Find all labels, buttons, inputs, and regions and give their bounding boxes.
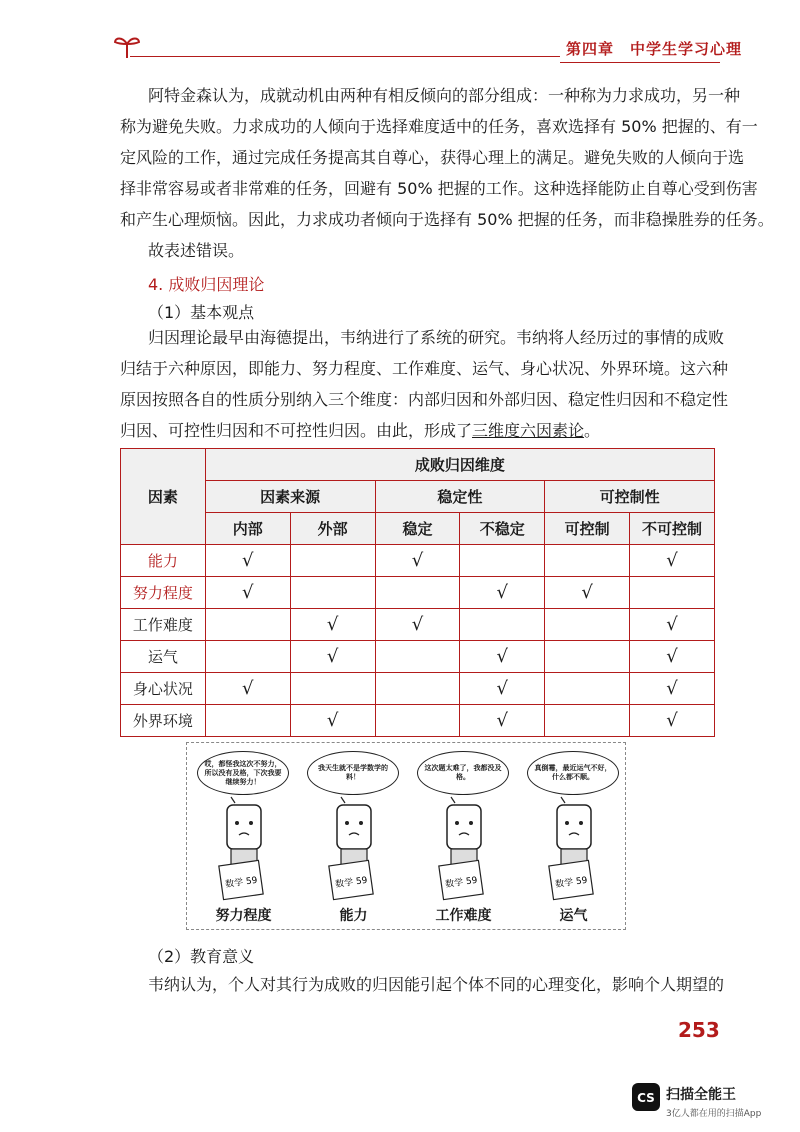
table-cell bbox=[460, 545, 545, 577]
check-mark: √ bbox=[666, 678, 678, 699]
cartoon-panel bbox=[411, 743, 516, 929]
sub-header: 稳定 bbox=[375, 513, 460, 545]
table-row bbox=[121, 705, 715, 737]
character-icon bbox=[521, 793, 626, 913]
table-cell bbox=[205, 609, 290, 641]
check-mark: √ bbox=[666, 710, 678, 731]
table-cell bbox=[290, 705, 375, 737]
factor-name: 能力 bbox=[121, 545, 206, 577]
check-mark: √ bbox=[411, 614, 424, 635]
table-cell bbox=[460, 673, 545, 705]
table-corner: 因素 bbox=[121, 449, 206, 545]
table-cell bbox=[290, 545, 375, 577]
sub-header: 外部 bbox=[290, 513, 375, 545]
cartoon-panel bbox=[521, 743, 626, 929]
intro-line: 和产生心理烦恼。因此，力求成功者倾向于选择有 50% 把握的任务，而非稳操胜券的任务。 bbox=[120, 210, 774, 229]
table-cell bbox=[545, 545, 630, 577]
check-mark: √ bbox=[666, 646, 678, 667]
group-header: 可控制性 bbox=[545, 481, 715, 513]
closing-line: 韦纳认为，个人对其行为成败的归因能引起个体不同的心理变化，影响个人期望的 bbox=[148, 975, 725, 994]
table-row bbox=[121, 609, 715, 641]
table-row bbox=[121, 641, 715, 673]
three-dimension-six-factor-theory: 三维度六因素论 bbox=[472, 421, 585, 440]
cartoon-label: 运气 bbox=[559, 908, 588, 924]
section-heading: 4. 成败归因理论 bbox=[148, 275, 265, 294]
intro-line: 定风险的工作，通过完成任务提高其自尊心，获得心理上的满足。避免失败的人倾向于选 bbox=[120, 148, 745, 167]
table-cell bbox=[545, 705, 630, 737]
table-cell bbox=[375, 705, 460, 737]
check-mark: √ bbox=[581, 582, 593, 603]
cartoon-panel bbox=[191, 743, 296, 929]
sub-header: 可控制 bbox=[545, 513, 630, 545]
header-rule-right bbox=[560, 62, 720, 63]
attribution-last-prefix: 归因、可控性归因和不可控性归因。由此，形成了 bbox=[120, 421, 473, 440]
check-mark: √ bbox=[242, 678, 254, 699]
character-icon bbox=[411, 793, 516, 913]
cartoon-label: 工作难度 bbox=[435, 908, 492, 924]
table-cell bbox=[290, 641, 375, 673]
table-cell bbox=[545, 577, 630, 609]
watermark-tagline: 3亿人都在用的扫描App bbox=[666, 1109, 762, 1119]
check-mark: √ bbox=[242, 582, 254, 603]
table-cell bbox=[545, 673, 630, 705]
intro-line: 阿特金森认为，成就动机由两种有相反倾向的部分组成：一种称为力求成功，另一种 bbox=[148, 86, 741, 105]
attribution-table bbox=[120, 448, 715, 737]
page-number: 253 bbox=[678, 1018, 720, 1042]
cartoon-panel bbox=[301, 743, 406, 929]
table-cell bbox=[460, 705, 545, 737]
table-cell bbox=[375, 609, 460, 641]
sub-header: 不稳定 bbox=[460, 513, 545, 545]
table-cell bbox=[205, 545, 290, 577]
sub-header: 不可控制 bbox=[630, 513, 715, 545]
table-cell bbox=[630, 545, 715, 577]
table-row bbox=[121, 545, 715, 577]
check-mark: √ bbox=[411, 550, 424, 571]
attribution-paragraph bbox=[120, 322, 729, 446]
attribution-line: 归因理论最早由海德提出，韦纳进行了系统的研究。韦纳将人经历过的事情的成败 bbox=[148, 328, 725, 347]
table-cell bbox=[630, 577, 715, 609]
header-rule bbox=[130, 56, 560, 57]
table-cell bbox=[290, 609, 375, 641]
table-super-header: 成败归因维度 bbox=[205, 449, 714, 481]
check-mark: √ bbox=[326, 646, 339, 667]
attribution-line: 归结于六种原因，即能力、努力程度、工作难度、运气、身心状况、外界环境。这六种 bbox=[120, 359, 729, 378]
check-mark: √ bbox=[666, 550, 678, 571]
table-cell bbox=[290, 673, 375, 705]
sub-header: 内部 bbox=[205, 513, 290, 545]
table-cell bbox=[545, 609, 630, 641]
table-cell bbox=[375, 577, 460, 609]
table-cell bbox=[375, 545, 460, 577]
table-body bbox=[121, 545, 715, 737]
speech-bubble: 真倒霉，最近运气不好，什么都不顺。 bbox=[527, 751, 619, 795]
attribution-last-suffix: 。 bbox=[584, 421, 601, 440]
table-cell bbox=[460, 577, 545, 609]
table-cell bbox=[205, 673, 290, 705]
speech-bubble: 这次题太难了，我都没及格。 bbox=[417, 751, 509, 795]
speech-bubble: 我天生就不是学数学的料！ bbox=[307, 751, 399, 795]
test-paper-score: 数学 59 bbox=[554, 875, 589, 891]
cartoon-label: 努力程度 bbox=[215, 908, 272, 924]
cartoon-strip bbox=[186, 742, 626, 930]
chapter-title: 第四章 中学生学习心理 bbox=[566, 40, 743, 58]
table-cell bbox=[630, 609, 715, 641]
check-mark: √ bbox=[666, 614, 678, 635]
subsection-education: （2）教育意义 bbox=[148, 947, 255, 966]
table-cell bbox=[630, 673, 715, 705]
table-cell bbox=[375, 641, 460, 673]
check-mark: √ bbox=[326, 614, 339, 635]
check-mark: √ bbox=[496, 646, 509, 667]
factor-name: 运气 bbox=[121, 641, 206, 673]
check-mark: √ bbox=[496, 582, 509, 603]
factor-name: 工作难度 bbox=[121, 609, 206, 641]
watermark-name: 扫描全能王 bbox=[666, 1087, 736, 1103]
character-icon bbox=[191, 793, 296, 913]
intro-line: 称为避免失败。力求成功的人倾向于选择难度适中的任务，喜欢选择有 50% 把握的、有一 bbox=[120, 117, 758, 136]
character-icon bbox=[301, 793, 406, 913]
table-row bbox=[121, 673, 715, 705]
test-paper-score: 数学 59 bbox=[224, 875, 259, 891]
check-mark: √ bbox=[496, 678, 509, 699]
check-mark: √ bbox=[326, 710, 339, 731]
table-cell bbox=[205, 577, 290, 609]
factor-name: 努力程度 bbox=[121, 577, 206, 609]
group-header: 因素来源 bbox=[205, 481, 375, 513]
attribution-line: 原因按照各自的性质分别纳入三个维度：内部归因和外部归因、稳定性归因和不稳定性 bbox=[120, 390, 729, 409]
speech-bubble: 哎，都怪我这次不努力，所以没有及格，下次我要继续努力！ bbox=[197, 751, 289, 795]
table-cell bbox=[460, 609, 545, 641]
table-cell bbox=[545, 641, 630, 673]
intro-paragraph bbox=[120, 80, 774, 266]
table-cell bbox=[205, 641, 290, 673]
check-mark: √ bbox=[496, 710, 509, 731]
intro-conclusion: 故表述错误。 bbox=[148, 241, 245, 260]
camscanner-logo-icon bbox=[632, 1083, 660, 1111]
test-paper-score: 数学 59 bbox=[444, 875, 479, 891]
logo-badge: CS bbox=[637, 1091, 655, 1105]
table-cell bbox=[460, 641, 545, 673]
check-mark: √ bbox=[242, 550, 254, 571]
group-header: 稳定性 bbox=[375, 481, 545, 513]
intro-line: 择非常容易或者非常难的任务，回避有 50% 把握的工作。这种选择能防止自尊心受到伤害 bbox=[120, 179, 758, 198]
subsection-basic-view: （1）基本观点 bbox=[148, 303, 255, 322]
cartoon-label: 能力 bbox=[339, 908, 368, 924]
table-cell bbox=[630, 641, 715, 673]
table-cell bbox=[375, 673, 460, 705]
test-paper-score: 数学 59 bbox=[334, 875, 369, 891]
table-row bbox=[121, 577, 715, 609]
factor-name: 外界环境 bbox=[121, 705, 206, 737]
table-cell bbox=[205, 705, 290, 737]
factor-name: 身心状况 bbox=[121, 673, 206, 705]
attribution-line-last bbox=[120, 415, 718, 446]
table-cell bbox=[630, 705, 715, 737]
table-cell bbox=[290, 577, 375, 609]
